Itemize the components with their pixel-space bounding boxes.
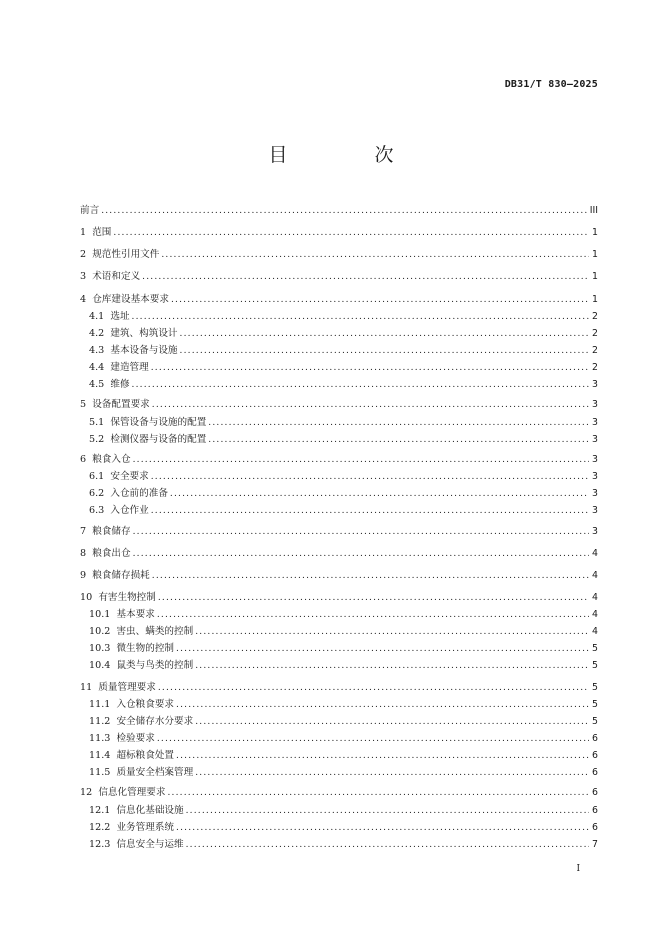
toc-entry-page: 1 — [592, 294, 598, 305]
toc-entry-label: 信息化管理要求 — [98, 787, 166, 798]
toc-entry[interactable] — [89, 412, 598, 429]
toc-dot-leader — [176, 750, 589, 762]
toc-dot-leader — [176, 699, 589, 711]
toc-entry-number: 11.1 — [89, 699, 117, 710]
toc-dot-leader — [170, 488, 589, 500]
toc-entry-page: 3 — [592, 434, 598, 445]
toc-entry-page: 4 — [592, 548, 598, 559]
toc-entry[interactable] — [89, 638, 598, 655]
toc-entry-number: 4.1 — [89, 311, 111, 322]
toc-entry-label: 范围 — [92, 227, 112, 238]
toc-entry-label: 入仓粮食要求 — [116, 699, 175, 710]
toc-entry-number: 10.4 — [89, 660, 117, 671]
toc-entry-number: 1 — [80, 227, 93, 238]
toc-entry[interactable] — [80, 266, 598, 283]
toc-entry[interactable] — [80, 543, 598, 560]
toc-entry-number: 5.2 — [89, 434, 111, 445]
toc-entry-number: 12.2 — [89, 822, 117, 833]
toc-entry-page: 5 — [592, 699, 598, 710]
toc-entry-label: 害虫、螨类的控制 — [116, 626, 194, 637]
toc-entry[interactable] — [89, 711, 598, 728]
toc-dot-leader — [195, 626, 589, 638]
toc-dot-leader — [186, 805, 589, 817]
toc-dot-leader — [151, 362, 589, 374]
toc-entry-number: 6.3 — [89, 505, 111, 516]
toc-entry-number: 6.1 — [89, 471, 111, 482]
toc-entry[interactable] — [89, 340, 598, 357]
toc-entry-label: 安全要求 — [110, 471, 149, 482]
toc-entry[interactable] — [80, 200, 598, 217]
document-code: DB31/T 830—2025 — [504, 79, 598, 90]
toc-entry[interactable] — [80, 587, 598, 604]
toc-dot-leader — [167, 787, 589, 799]
toc-entry-label: 入仓作业 — [110, 505, 149, 516]
toc-entry[interactable] — [89, 621, 598, 638]
page-number: I — [576, 864, 580, 874]
toc-dot-leader — [133, 548, 589, 560]
toc-entry-page: 6 — [592, 805, 598, 816]
toc-entry-page: 2 — [592, 345, 598, 356]
toc-entry-page: 5 — [592, 682, 598, 693]
toc-dot-leader — [101, 205, 587, 217]
toc-entry-label: 设备配置要求 — [92, 399, 150, 410]
toc-dot-leader — [195, 767, 589, 779]
toc-dot-leader — [113, 227, 589, 239]
toc-entry-number: 12.3 — [89, 839, 117, 850]
toc-entry-page: 3 — [592, 526, 598, 537]
toc-entry[interactable] — [89, 483, 598, 500]
toc-dot-leader — [157, 609, 589, 621]
toc-entry-page: 5 — [592, 716, 598, 727]
toc-entry-label: 保管设备与设施的配置 — [110, 417, 207, 428]
toc-entry-label: 超标粮食处置 — [116, 750, 175, 761]
toc-dot-leader — [152, 399, 589, 411]
toc-dot-leader — [158, 682, 589, 694]
toc-dot-leader — [195, 716, 589, 728]
toc-entry-page: 5 — [592, 660, 598, 671]
toc-entry-number: 10.2 — [89, 626, 117, 637]
toc-dot-leader — [157, 733, 589, 745]
toc-entry-page: 2 — [592, 328, 598, 339]
toc-entry[interactable] — [89, 323, 598, 340]
toc-entry-page: 2 — [592, 311, 598, 322]
toc-entry-number: 4.4 — [89, 362, 111, 373]
toc-entry-number: 11 — [80, 682, 99, 693]
toc-entry-label: 规范性引用文件 — [92, 249, 160, 260]
toc-dot-leader — [176, 822, 589, 834]
toc-entry-label: 信息安全与运维 — [116, 839, 184, 850]
toc-entry[interactable] — [80, 782, 598, 799]
toc-entry[interactable] — [89, 694, 598, 711]
toc-entry-number: 12.1 — [89, 805, 117, 816]
toc-entry[interactable] — [89, 834, 598, 851]
toc-entry[interactable] — [80, 222, 598, 239]
toc-entry-page: 3 — [592, 399, 598, 410]
toc-entry-number: 6.2 — [89, 488, 111, 499]
toc-dot-leader — [208, 417, 589, 429]
toc-entry-number: 2 — [80, 249, 93, 260]
toc-entry[interactable] — [80, 289, 598, 306]
toc-entry-number: 11.5 — [89, 767, 117, 778]
toc-entry-page: 4 — [592, 626, 598, 637]
toc-entry[interactable] — [89, 800, 598, 817]
toc-entry-number: 10.3 — [89, 643, 117, 654]
toc-entry-number: 4.3 — [89, 345, 111, 356]
toc-entry-number: 12 — [80, 787, 99, 798]
toc-entry-page: 2 — [592, 362, 598, 373]
toc-entry-label: 信息化基础设施 — [116, 805, 184, 816]
toc-entry-number: 9 — [80, 570, 93, 581]
toc-entry-label: 业务管理系统 — [116, 822, 175, 833]
toc-entry-label: 基本要求 — [116, 609, 155, 620]
toc-dot-leader — [186, 839, 589, 851]
toc-entry-label: 仓库建设基本要求 — [92, 294, 169, 305]
toc-entry-label: 微生物的控制 — [116, 643, 175, 654]
toc-entry[interactable] — [89, 817, 598, 834]
toc-entry-number: 3 — [80, 271, 93, 282]
toc-dot-leader — [133, 454, 589, 466]
toc-entry[interactable] — [89, 745, 598, 762]
toc-entry[interactable] — [89, 500, 598, 517]
toc-entry-page: 6 — [592, 767, 598, 778]
toc-entry-label: 安全储存水分要求 — [116, 716, 194, 727]
toc-dot-leader — [142, 271, 589, 283]
page-title: 目 次 — [268, 144, 428, 166]
toc-entry-page: 6 — [592, 787, 598, 798]
toc-entry-number: 10 — [80, 592, 99, 603]
toc-entry-page: 3 — [592, 505, 598, 516]
toc-entry-page: 1 — [592, 249, 598, 260]
toc-entry-label: 粮食储存 — [92, 526, 131, 537]
toc-dot-leader — [176, 643, 589, 655]
toc-dot-leader — [161, 249, 589, 261]
toc-dot-leader — [132, 311, 589, 323]
toc-entry-page: 7 — [592, 839, 598, 850]
toc-entry[interactable] — [89, 374, 598, 391]
toc-entry-number: 5 — [80, 399, 93, 410]
toc-entry-label: 维修 — [110, 379, 130, 390]
toc-entry[interactable] — [80, 244, 598, 261]
toc-entry-number: 11.4 — [89, 750, 117, 761]
toc-entry-number: 4.5 — [89, 379, 111, 390]
toc-entry-label: 质量管理要求 — [98, 682, 156, 693]
toc-dot-leader — [151, 471, 589, 483]
toc-entry-label: 入仓前的准备 — [110, 488, 168, 499]
toc-entry[interactable] — [80, 677, 598, 694]
toc-entry-number: 8 — [80, 548, 93, 559]
toc-entry[interactable] — [89, 604, 598, 621]
toc-dot-leader — [158, 592, 589, 604]
toc-entry-page: 5 — [592, 643, 598, 654]
toc-entry[interactable] — [80, 449, 598, 466]
toc-entry-page: 4 — [592, 592, 598, 603]
toc-entry[interactable] — [89, 306, 598, 323]
toc-entry-label: 有害生物控制 — [98, 592, 156, 603]
toc-entry-page: 3 — [592, 454, 598, 465]
toc-entry[interactable] — [89, 655, 598, 672]
toc-entry-page: 3 — [592, 488, 598, 499]
toc-entry[interactable] — [89, 466, 598, 483]
toc-entry-page: III — [589, 205, 598, 216]
toc-entry-page: 3 — [592, 379, 598, 390]
toc-entry-page: 6 — [592, 822, 598, 833]
toc-entry-number: 6 — [80, 454, 93, 465]
toc-dot-leader — [152, 570, 589, 582]
toc-entry-label: 基本设备与设施 — [110, 345, 178, 356]
toc-entry-page: 3 — [592, 471, 598, 482]
toc-entry-label: 粮食储存损耗 — [92, 570, 150, 581]
toc-entry-label: 检验要求 — [116, 733, 155, 744]
toc-entry-label: 粮食入仓 — [92, 454, 131, 465]
toc-dot-leader — [180, 328, 589, 340]
toc-entry-label: 选址 — [110, 311, 130, 322]
toc-entry-label: 质量安全档案管理 — [116, 767, 194, 778]
toc-entry[interactable] — [80, 521, 598, 538]
toc-entry-label: 鼠类与鸟类的控制 — [116, 660, 194, 671]
toc-dot-leader — [171, 294, 589, 306]
toc-dot-leader — [180, 345, 589, 357]
toc-entry-number: 10.1 — [89, 609, 117, 620]
toc-entry-label: 检测仪器与设备的配置 — [110, 434, 207, 445]
toc-entry-label: 前言 — [80, 205, 100, 216]
toc-entry[interactable] — [89, 429, 598, 446]
toc-entry-label: 建造管理 — [110, 362, 149, 373]
toc-entry-number: 4 — [80, 294, 93, 305]
toc-entry[interactable] — [80, 565, 598, 582]
toc-entry-page: 4 — [592, 609, 598, 620]
toc-dot-leader — [195, 660, 589, 672]
toc-entry-page: 1 — [592, 271, 598, 282]
toc-entry[interactable] — [89, 762, 598, 779]
toc-entry-page: 6 — [592, 750, 598, 761]
toc-entry-number: 5.1 — [89, 417, 111, 428]
toc-dot-leader — [133, 526, 589, 538]
toc-entry-number: 7 — [80, 526, 93, 537]
toc-entry-page: 6 — [592, 733, 598, 744]
toc-entry-page: 3 — [592, 417, 598, 428]
toc-entry-label: 建筑、构筑设计 — [110, 328, 178, 339]
toc-entry-number: 11.2 — [89, 716, 117, 727]
toc-entry-page: 1 — [592, 227, 598, 238]
toc-entry-page: 4 — [592, 570, 598, 581]
toc-entry-label: 术语和定义 — [92, 271, 141, 282]
toc-dot-leader — [132, 379, 589, 391]
toc-entry[interactable] — [80, 394, 598, 411]
toc-entry-number: 4.2 — [89, 328, 111, 339]
toc-entry[interactable] — [89, 728, 598, 745]
toc-entry-label: 粮食出仓 — [92, 548, 131, 559]
toc-entry-number: 11.3 — [89, 733, 117, 744]
toc-dot-leader — [208, 434, 589, 446]
toc-dot-leader — [151, 505, 589, 517]
toc-entry[interactable] — [89, 357, 598, 374]
